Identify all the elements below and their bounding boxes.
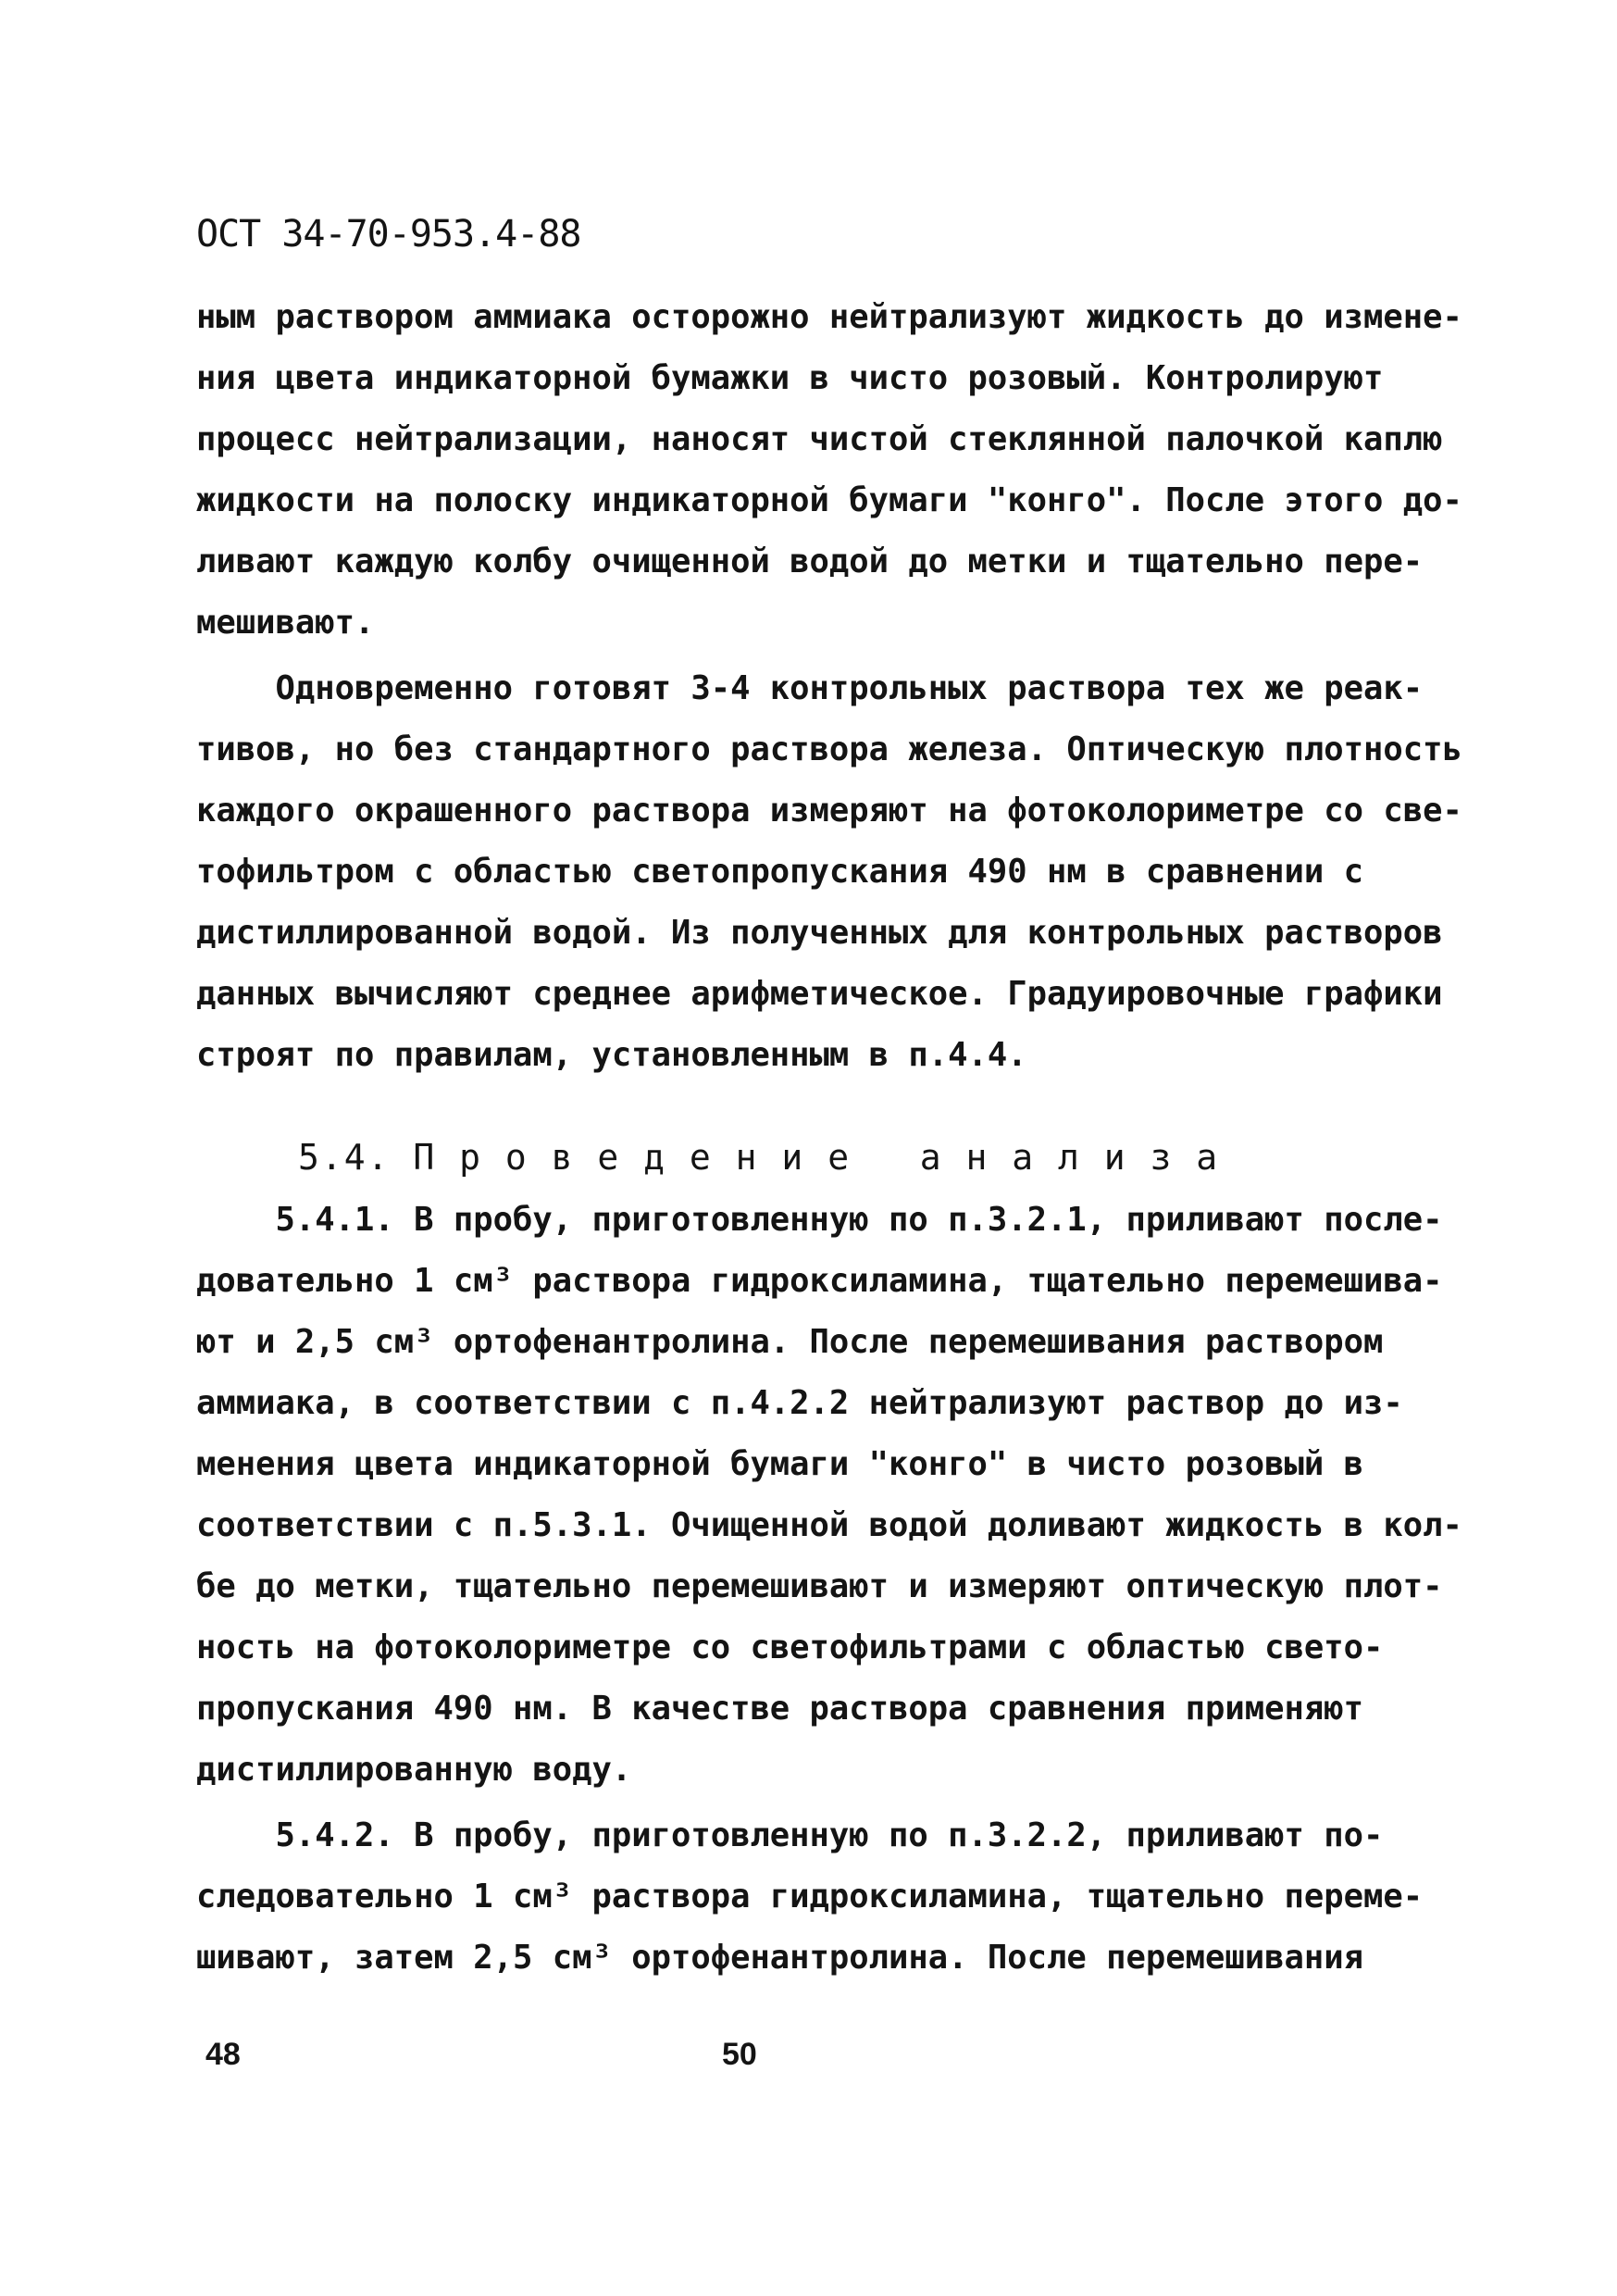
text-line: аммиака, в соответствии с п.4.2.2 нейтрализуют раствор до из- [196,1384,1403,1422]
text-line: бе до метки, тщательно перемешивают и измеряют оптическую плот- [196,1567,1443,1605]
page-number-center: 50 [722,2037,757,2072]
text-line: процесс нейтрализации, наносят чистой стеклянной палочкой каплю [196,420,1443,458]
section-title: 5.4. П р о в е д е н и е а н а л и з а [298,1137,1220,1178]
text-line: жидкости на полоску индикаторной бумаги "конго". После этого до- [196,481,1462,519]
text-line: строят по правилам, установленным в п.4.4. [196,1036,1027,1074]
page-number-left: 48 [205,2037,241,2072]
text-line: каждого окрашенного раствора измеряют на фотоколориметре со све- [196,792,1462,830]
text-line: следовательно 1 см³ раствора гидроксиламина, тщательно переме- [196,1878,1424,1915]
text-line: ность на фотоколориметре со светофильтрами с областью свето- [196,1628,1384,1666]
text-line: дистиллированную воду. [196,1751,632,1789]
text-line: 5.4.2. В пробу, приготовленную по п.3.2.2, приливают по- [196,1816,1384,1854]
text-line: тивов, но без стандартного раствора железа. Оптическую плотность [196,730,1462,768]
text-line: ния цвета индикаторной бумажки в чисто розовый. Контролируют [196,359,1384,397]
text-line: Одновременно готовят 3-4 контрольных раствора тех же реак- [196,669,1424,707]
text-line: данных вычисляют среднее арифметическое. Градуировочные графики [196,975,1443,1013]
text-line: ным раствором аммиака осторожно нейтрализуют жидкость до измене- [196,298,1462,336]
text-line: пропускания 490 нм. В качестве раствора сравнения применяют [196,1690,1363,1728]
text-line: дистиллированной водой. Из полученных для контрольных растворов [196,914,1443,952]
document-header: ОСТ 34-70-953.4-88 [196,213,581,256]
text-line: шивают, затем 2,5 см³ ортофенантролина. После перемешивания [196,1939,1363,1977]
text-line: 5.4.1. В пробу, приготовленную по п.3.2.1, приливают после- [196,1201,1443,1239]
text-line: ют и 2,5 см³ ортофенантролина. После перемешивания раствором [196,1323,1384,1361]
text-line: тофильтром с областью светопропускания 490 нм в сравнении с [196,853,1363,891]
text-line: мешивают. [196,604,375,642]
text-line: ливают каждую колбу очищенной водой до метки и тщательно пере- [196,543,1424,580]
text-line: довательно 1 см³ раствора гидроксиламина, тщательно перемешива- [196,1262,1443,1300]
text-line: менения цвета индикаторной бумаги "конго" в чисто розовый в [196,1445,1363,1483]
text-line: соответствии с п.5.3.1. Очищенной водой доливают жидкость в кол- [196,1506,1462,1544]
